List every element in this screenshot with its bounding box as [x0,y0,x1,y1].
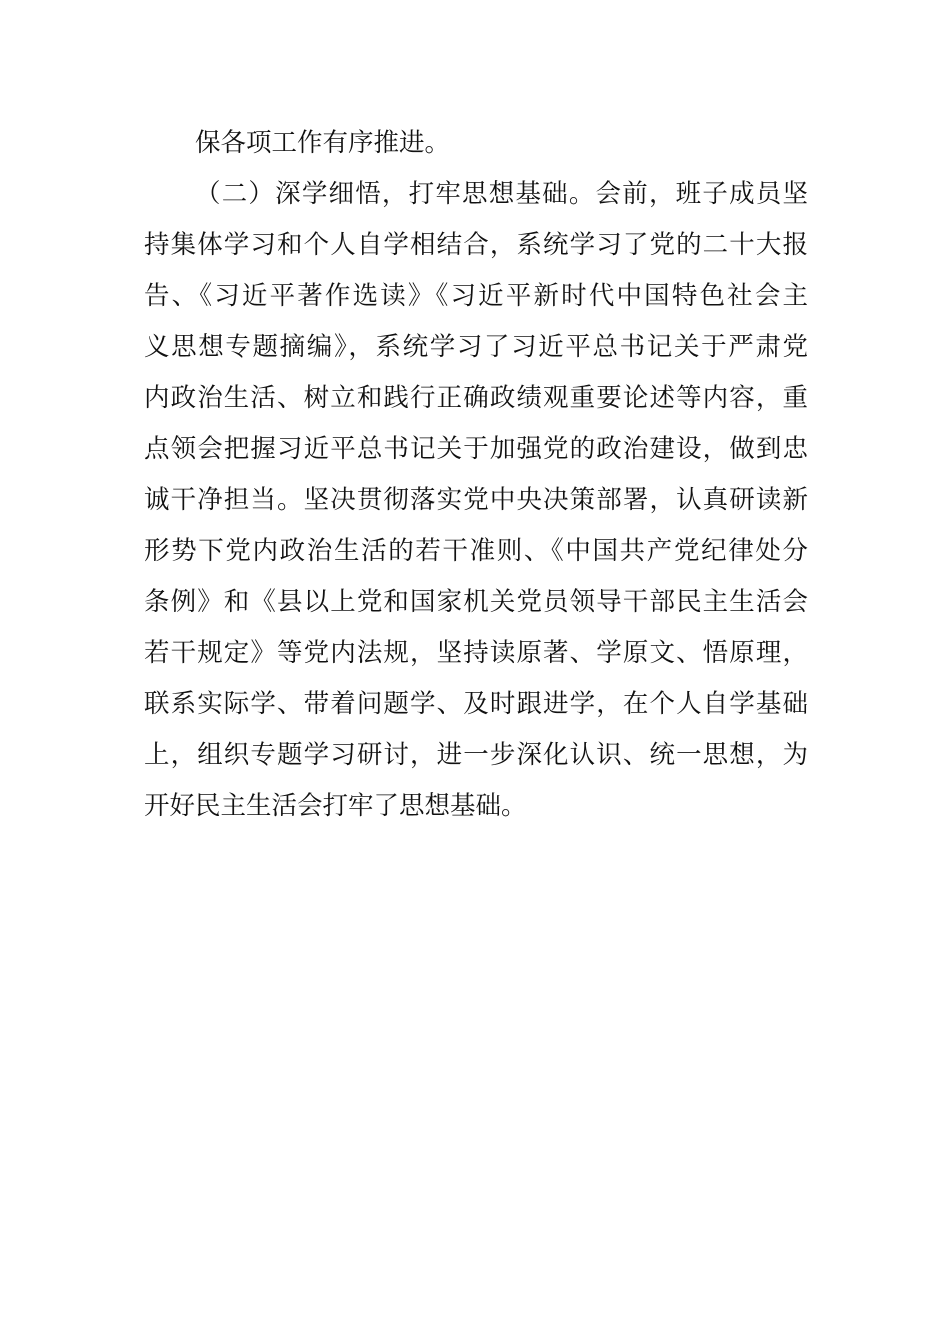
body-text [144,118,808,832]
text-line: 开好民主生活会打牢了思想基础。 [144,791,527,821]
text-line: 内政治生活、树立和践行正确政绩观重要论述等内容，重 [144,383,808,413]
text-line: 上，组织专题学习研讨，进一步深化认识、统一思想，为 [144,740,808,770]
text-line: 持集体学习和个人自学相结合，系统学习了党的二十大报 [144,230,808,260]
text-line: 保各项工作有序推进。 [195,128,451,158]
text-line: 告、《习近平著作选读》《习近平新时代中国特色社会主 [144,281,808,311]
text-line: 义思想专题摘编》，系统学习了习近平总书记关于严肃党 [144,332,808,362]
text-line: （二）深学细悟，打牢思想基础。会前，班子成员坚 [195,179,808,209]
text-line: 诚干净担当。坚决贯彻落实党中央决策部署，认真研读新 [144,485,808,515]
text-line: 条例》和《县以上党和国家机关党员领导干部民主生活会 [144,587,808,617]
text-line: 形势下党内政治生活的若干准则、《中国共产党纪律处分 [144,536,808,566]
text-line: 联系实际学、带着问题学、及时跟进学，在个人自学基础 [144,689,808,719]
text-line: 若干规定》等党内法规，坚持读原著、学原文、悟原理， [144,638,808,668]
text-line: 点领会把握习近平总书记关于加强党的政治建设，做到忠 [144,434,808,464]
